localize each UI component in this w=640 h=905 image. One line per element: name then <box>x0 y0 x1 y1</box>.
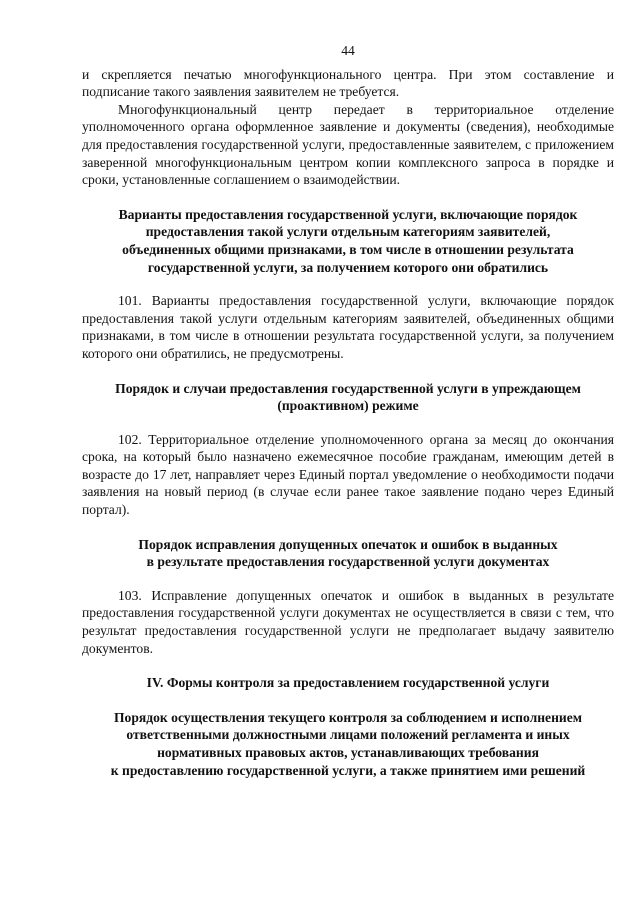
heading-error-correction <box>82 536 614 571</box>
heading-line: государственной услуги, за получением которого они обратились <box>147 259 549 275</box>
heading-line: Варианты предоставления государственной услуги, включающие порядок <box>118 206 578 222</box>
heading-line: ответственными должностными лицами положений регламента и иных <box>126 727 570 743</box>
heading-current-control <box>82 709 614 779</box>
heading-line: Порядок и случаи предоставления государственной услуги в упреждающем <box>115 380 581 396</box>
page-number: 44 <box>341 43 355 58</box>
heading-line: Порядок осуществления текущего контроля за соблюдением и исполнением <box>113 709 583 725</box>
heading-line: (проактивном) режиме <box>277 398 419 414</box>
heading-service-variants <box>82 206 614 276</box>
heading-line: нормативных правовых актов, устанавливающих требования <box>157 745 539 760</box>
heading-line: объединенных общими признаками, в том числе в отношении результата <box>122 241 574 257</box>
paragraph-103: 103. Исправление допущенных опечаток и ошибок в выданных в результате предоставления государственной услуги документах не осуществляется в связи с тем, что результат предоставления государственной услуги не предполагает выдачу заявителю документов. <box>82 587 614 656</box>
heading-proactive-mode <box>82 380 614 415</box>
heading-section-iv <box>82 674 614 692</box>
heading-line: предоставления такой услуги отдельным категориям заявителей, <box>145 224 551 240</box>
heading-line: Порядок исправления допущенных опечаток и ошибок в выданных <box>138 536 558 552</box>
heading-line: в результате предоставления государственной услуги документах <box>146 554 550 570</box>
paragraph-102: 102. Территориальное отделение уполномоченного органа за месяц до окончания срока, на который было назначено ежемесячное пособие гражданам, имеющим детей в возрасте до 17 лет, направляет через Единый портал уведомление о необходимости подачи заявления на новый период (в случае если ранее такое заявление подано через Единый портал). <box>82 431 614 518</box>
paragraph-mfc-transfer: Многофункциональный центр передает в территориальное отделение уполномоченного органа оформленное заявление и документы (сведения), необходимые для предоставления государственной услуги, предоставленные заявителем, с приложением заверенной многофункциональным центром копии комплексного запроса в порядке и сроки, установленные соглашением о взаимодействии. <box>82 101 614 188</box>
paragraph-continuation: и скрепляется печатью многофункционального центра. При этом составление и подписание такого заявления заявителем не требуется. <box>82 66 614 100</box>
heading-line: IV. Формы контроля за предоставлением государственной услуги <box>146 675 550 691</box>
heading-line: к предоставлению государственной услуги, а также принятием ими решений <box>110 762 586 778</box>
paragraph-101: 101. Варианты предоставления государственной услуги, включающие порядок предоставления такой услуги отдельным категориям заявителей, объединенных общими признаками, в том числе в отношении результата государственной услуги, за получением которого они обратились, не предусмотрены. <box>82 293 614 361</box>
